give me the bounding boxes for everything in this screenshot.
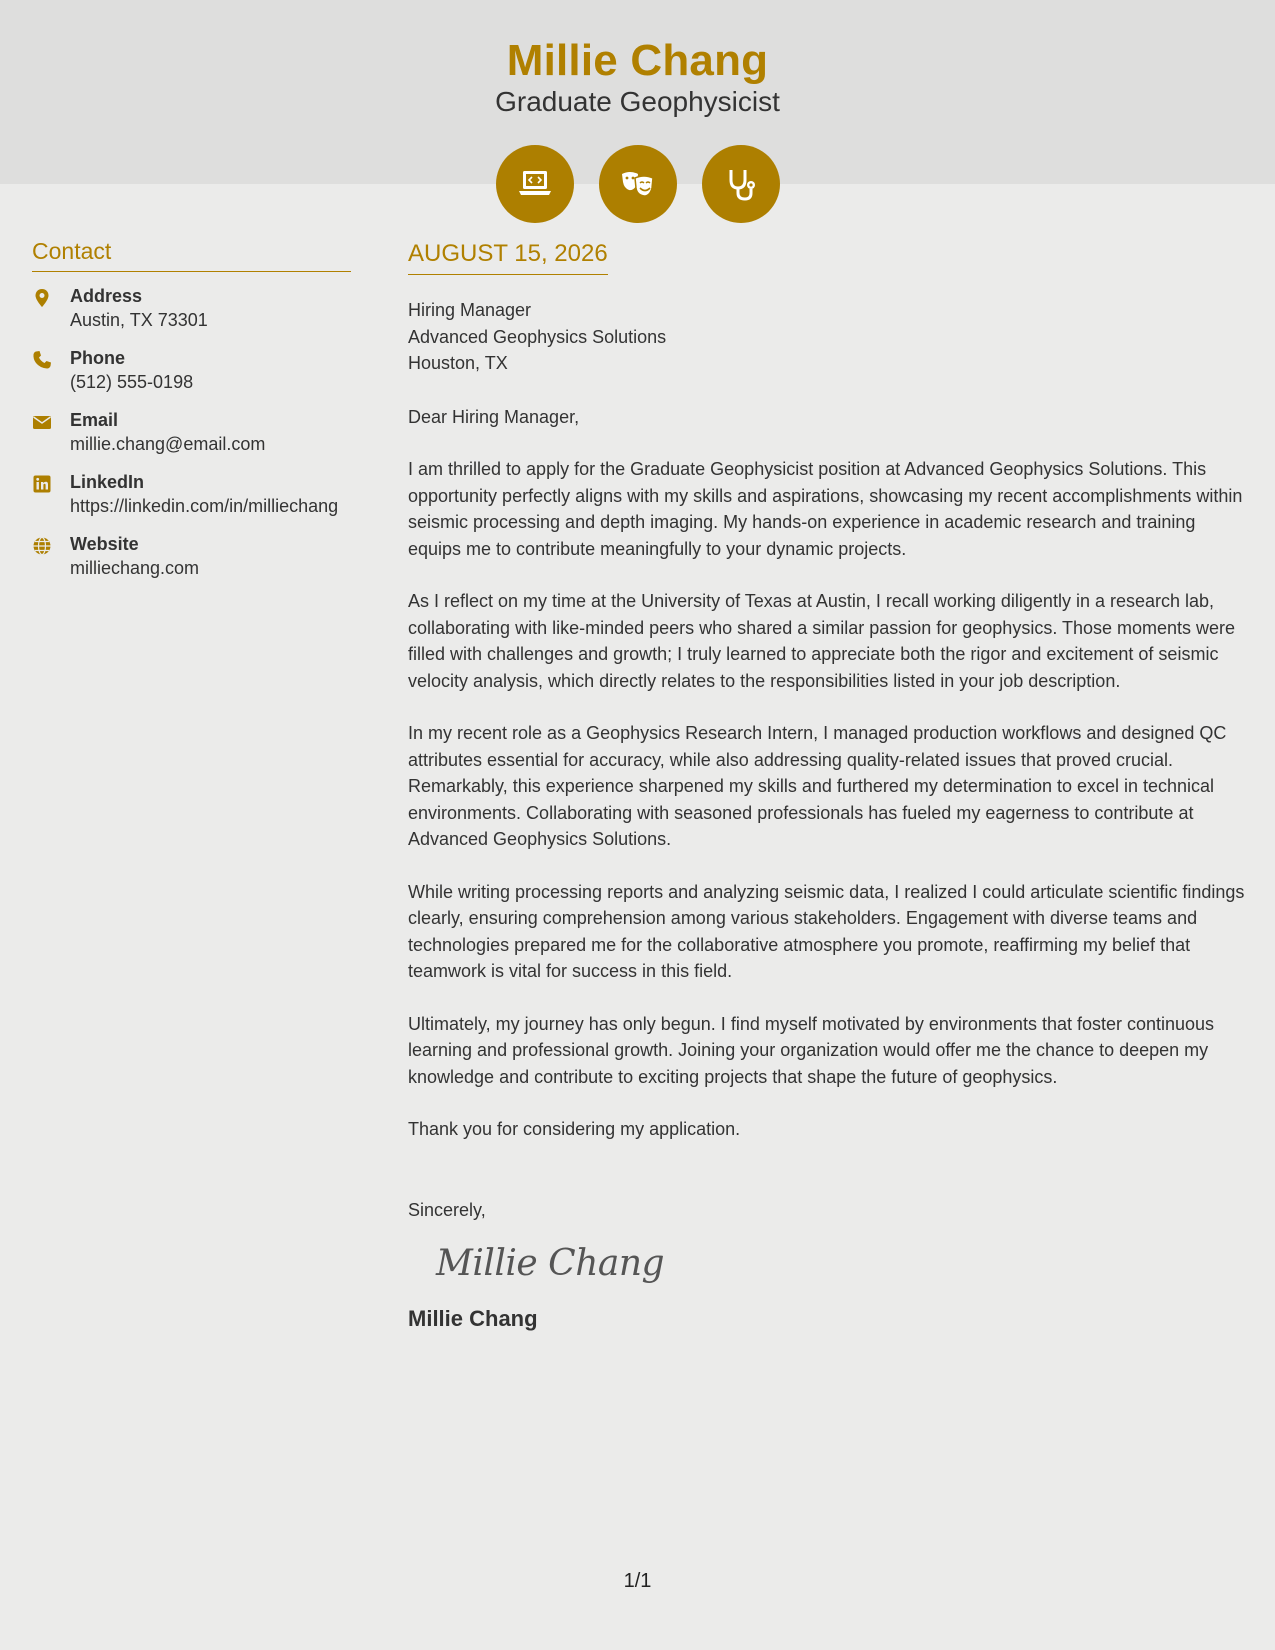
signature: Millie Chang — [436, 1243, 665, 1284]
signer-name: Millie Chang — [408, 1306, 538, 1331]
salutation: Dear Hiring Manager, — [408, 406, 580, 427]
page-number: 1/1 — [623, 1570, 652, 1592]
paragraph: In my recent role as a Geophysics Research Intern, I managed production workflows and designed QC attributes essential for accuracy, while also addressing quality-related issues that proved crucial. Remarkably, this experience sharpened my skills and furthered my determination to excel in technical environments. Collaborating with seasoned professionals has fueled my eagerness to contribute at Advanced Geophysics Solutions. — [408, 723, 1227, 849]
contact-label: Address — [70, 286, 143, 306]
linkedin-link[interactable]: https://linkedin.com/in/milliechang — [70, 496, 339, 516]
letter-date: AUGUST 15, 2026 — [408, 240, 608, 275]
contact-label: LinkedIn — [70, 472, 145, 492]
recipient-line: Houston, TX — [408, 353, 508, 373]
closing: Sincerely, — [408, 1199, 486, 1220]
candidate-name: Millie Chang — [506, 36, 769, 85]
contact-label: Phone — [70, 348, 126, 368]
contact-label: Website — [70, 534, 139, 554]
paragraph: As I reflect on my time at the University of Texas at Austin, I recall working diligently in a research lab, collaborating with like-minded peers who shared a similar passion for geophysics. Those moments were filled with challenges and growth; I truly learned to appreciate both the rigor and excitement of seismic velocity analysis, which directly relates to the responsibilities listed in your job description. — [408, 591, 1236, 691]
paragraph: Ultimately, my journey has only begun. I find myself motivated by environments that foster continuous learning and professional growth. Joining your organization would offer me the chance to deepen my knowledge and contribute to exciting projects that shape the future of geophysics. — [408, 1013, 1215, 1087]
contact-list — [32, 284, 351, 581]
contact-phone — [32, 346, 351, 395]
envelope-icon — [32, 408, 70, 457]
contact-label: Email — [70, 410, 119, 430]
job-title: Graduate Geophysicist — [495, 86, 780, 117]
contact-value: (512) 555-0198 — [70, 372, 194, 392]
contact-website — [32, 532, 351, 581]
contact-address — [32, 284, 351, 333]
map-pin-icon — [32, 284, 70, 333]
paragraph: I am thrilled to apply for the Graduate Geophysicist position at Advanced Geophysics Solutions. This opportunity perfectly aligns with my skills and aspirations, showcasing my recent accomplishments within seismic processing and depth imaging. My hands-on experience in academic research and training equips me to contribute meaningfully to your dynamic projects. — [408, 459, 1243, 559]
recipient-line: Hiring Manager — [408, 300, 532, 320]
linkedin-icon — [32, 470, 70, 519]
theater-masks-icon — [599, 145, 677, 223]
website-link[interactable]: milliechang.com — [70, 558, 200, 578]
paragraph: While writing processing reports and analyzing seismic data, I realized I could articulate scientific findings clearly, ensuring comprehension among various stakeholders. Engagement with diverse teams and technologies prepared me for the collaborative atmosphere you promote, reaffirming my belief that teamwork is vital for success in this field. — [408, 881, 1245, 981]
contact-value: Austin, TX 73301 — [70, 310, 208, 330]
stethoscope-icon — [702, 145, 780, 223]
letter-body — [408, 240, 1253, 1332]
header-icons — [0, 145, 1275, 223]
contact-linkedin — [32, 470, 351, 519]
globe-icon — [32, 532, 70, 581]
contact-sidebar — [32, 238, 351, 594]
recipient-line: Advanced Geophysics Solutions — [408, 326, 667, 347]
paragraph: Thank you for considering my application. — [408, 1119, 741, 1139]
laptop-code-icon — [496, 145, 574, 223]
contact-value: millie.chang@email.com — [70, 434, 266, 454]
phone-icon — [32, 346, 70, 395]
recipient-block — [408, 297, 1253, 377]
contact-email — [32, 408, 351, 457]
contact-heading: Contact — [32, 238, 351, 272]
